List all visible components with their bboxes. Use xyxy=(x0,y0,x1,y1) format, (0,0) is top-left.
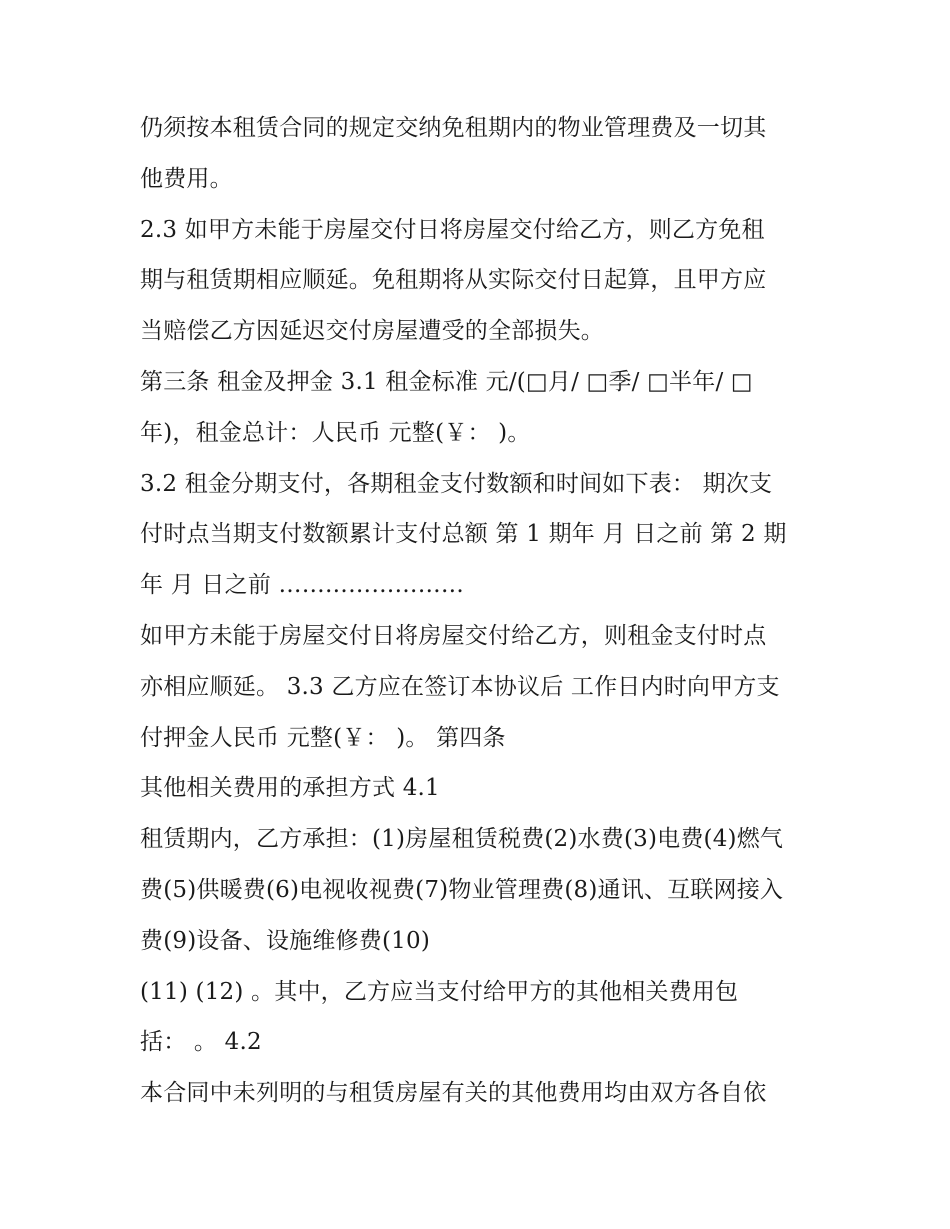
text-line: 括： 。 4.2 xyxy=(140,1029,262,1056)
text-line: 仍须按本租赁合同的规定交纳免租期内的物业管理费及一切其 xyxy=(140,115,767,141)
text-line: 如甲方未能于房屋交付日将房屋交付给乙方，则租金支付时点 xyxy=(140,622,767,649)
text-line: 付时点当期支付数额累计支付总额 第 1 期年 月 日之前 第 2 期 xyxy=(140,521,787,548)
text-line: 租赁期内，乙方承担：(1)房屋租赁税费(2)水费(3)电费(4)燃气 xyxy=(140,826,784,853)
text-line: 年 月 日之前 …………………… xyxy=(140,572,465,599)
text-line: 付押金人民币 元整(￥： )。 第四条 xyxy=(140,724,506,751)
text-line: 他费用。 xyxy=(140,165,233,192)
text-line: 其他相关费用的承担方式 4.1 xyxy=(140,775,440,802)
text-line: 费(5)供暖费(6)电视收视费(7)物业管理费(8)通讯、互联网接入 xyxy=(140,876,784,903)
text-line: 期与租赁期相应顺延。免租期将从实际交付日起算，且甲方应 xyxy=(140,267,767,294)
text-line: 亦相应顺延。 3.3 乙方应在签订本协议后 工作日内时向甲方支 xyxy=(140,673,780,700)
text-line: 2.3 如甲方未能于房屋交付日将房屋交付给乙方，则乙方免租 xyxy=(140,216,765,243)
text-line: 当赔偿乙方因延迟交付房屋遭受的全部损失。 xyxy=(140,318,604,345)
text-line: 本合同中未列明的与租赁房屋有关的其他费用均由双方各自依 xyxy=(140,1080,767,1107)
text-line: 3.2 租金分期支付，各期租金支付数额和时间如下表： 期次支 xyxy=(140,470,773,497)
text-line: 费(9)设备、设施维修费(10) xyxy=(140,927,430,954)
text-line: 年)，租金总计：人民币 元整(￥： )。 xyxy=(140,419,531,446)
document-body xyxy=(140,103,820,1119)
text-line: (11) (12) 。其中，乙方应当支付给甲方的其他相关费用包 xyxy=(140,978,739,1005)
text-line: 第三条 租金及押金 3.1 租金标准 元/(□月/ □季/ □半年/ □ xyxy=(140,368,753,395)
